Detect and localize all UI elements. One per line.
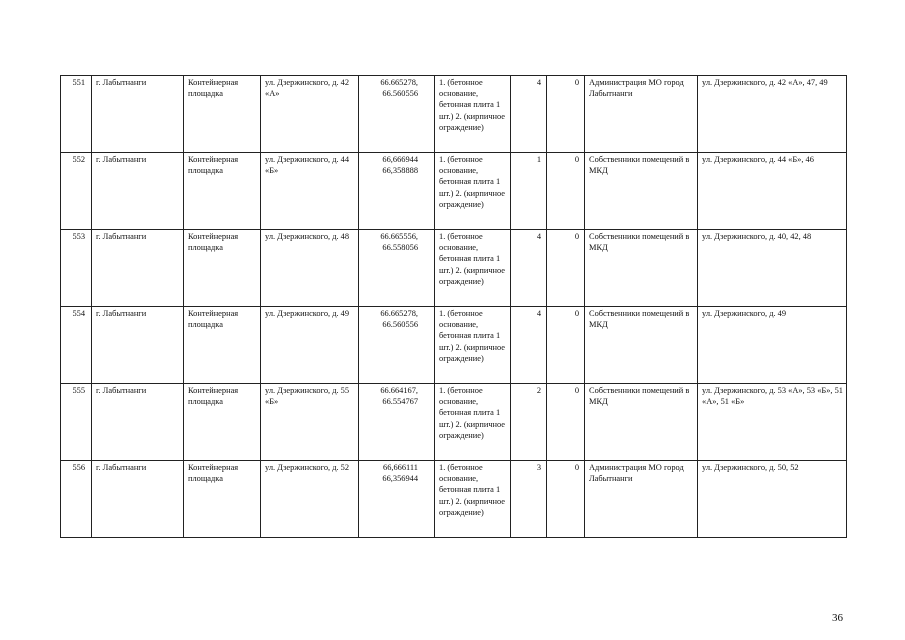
page-number: 36 bbox=[832, 612, 843, 624]
owner-cell: Администрация МО город Лабытнанги bbox=[585, 76, 698, 153]
coordinates-cell: 66.664167, 66.554767 bbox=[359, 384, 435, 461]
container-count-cell: 3 bbox=[511, 461, 547, 538]
table-row bbox=[61, 230, 847, 307]
volume-cell: 0 bbox=[547, 461, 585, 538]
address-cell: ул. Дзержинского, д. 44 «Б» bbox=[261, 153, 359, 230]
surface-cell: 1. (бетонное основание, бетонная плита 1 шт.) 2. (кирпичное ограждение) bbox=[435, 153, 511, 230]
row-number-cell: 553 bbox=[61, 230, 92, 307]
coordinates-cell: 66.665278, 66.560556 bbox=[359, 307, 435, 384]
site-type-cell: Контейнерная площадка bbox=[184, 307, 261, 384]
surface-cell: 1. (бетонное основание, бетонная плита 1 шт.) 2. (кирпичное ограждение) bbox=[435, 461, 511, 538]
surface-cell: 1. (бетонное основание, бетонная плита 1 шт.) 2. (кирпичное ограждение) bbox=[435, 307, 511, 384]
city-cell: г. Лабытнанги bbox=[92, 461, 184, 538]
volume-cell: 0 bbox=[547, 384, 585, 461]
table-row bbox=[61, 76, 847, 153]
site-type-cell: Контейнерная площадка bbox=[184, 76, 261, 153]
table-row bbox=[61, 461, 847, 538]
site-type-cell: Контейнерная площадка bbox=[184, 384, 261, 461]
coordinates-cell: 66,666111 66,356944 bbox=[359, 461, 435, 538]
owner-cell: Администрация МО город Лабытнанги bbox=[585, 461, 698, 538]
container-count-cell: 4 bbox=[511, 230, 547, 307]
registry-table bbox=[60, 75, 847, 538]
site-type-cell: Контейнерная площадка bbox=[184, 153, 261, 230]
address-cell: ул. Дзержинского, д. 42 «А» bbox=[261, 76, 359, 153]
volume-cell: 0 bbox=[547, 153, 585, 230]
coordinates-cell: 66.665556, 66.558056 bbox=[359, 230, 435, 307]
row-number-cell: 555 bbox=[61, 384, 92, 461]
volume-cell: 0 bbox=[547, 230, 585, 307]
coordinates-cell: 66.665278, 66.560556 bbox=[359, 76, 435, 153]
address-cell: ул. Дзержинского, д. 55 «Б» bbox=[261, 384, 359, 461]
coordinates-cell: 66,666944 66,358888 bbox=[359, 153, 435, 230]
sources-cell: ул. Дзержинского, д. 42 «А», 47, 49 bbox=[698, 76, 847, 153]
sources-cell: ул. Дзержинского, д. 53 «А», 53 «Б», 51 «А», 51 «Б» bbox=[698, 384, 847, 461]
owner-cell: Собственники помещений в МКД bbox=[585, 230, 698, 307]
sources-cell: ул. Дзержинского, д. 49 bbox=[698, 307, 847, 384]
city-cell: г. Лабытнанги bbox=[92, 230, 184, 307]
owner-cell: Собственники помещений в МКД bbox=[585, 153, 698, 230]
site-type-cell: Контейнерная площадка bbox=[184, 461, 261, 538]
address-cell: ул. Дзержинского, д. 49 bbox=[261, 307, 359, 384]
owner-cell: Собственники помещений в МКД bbox=[585, 307, 698, 384]
row-number-cell: 556 bbox=[61, 461, 92, 538]
container-count-cell: 4 bbox=[511, 307, 547, 384]
city-cell: г. Лабытнанги bbox=[92, 307, 184, 384]
city-cell: г. Лабытнанги bbox=[92, 384, 184, 461]
site-type-cell: Контейнерная площадка bbox=[184, 230, 261, 307]
city-cell: г. Лабытнанги bbox=[92, 76, 184, 153]
volume-cell: 0 bbox=[547, 307, 585, 384]
row-number-cell: 554 bbox=[61, 307, 92, 384]
container-count-cell: 1 bbox=[511, 153, 547, 230]
address-cell: ул. Дзержинского, д. 48 bbox=[261, 230, 359, 307]
table-row bbox=[61, 153, 847, 230]
surface-cell: 1. (бетонное основание, бетонная плита 1 шт.) 2. (кирпичное ограждение) bbox=[435, 230, 511, 307]
sources-cell: ул. Дзержинского, д. 40, 42, 48 bbox=[698, 230, 847, 307]
table-row bbox=[61, 307, 847, 384]
volume-cell: 0 bbox=[547, 76, 585, 153]
city-cell: г. Лабытнанги bbox=[92, 153, 184, 230]
owner-cell: Собственники помещений в МКД bbox=[585, 384, 698, 461]
surface-cell: 1. (бетонное основание, бетонная плита 1 шт.) 2. (кирпичное ограждение) bbox=[435, 76, 511, 153]
container-count-cell: 4 bbox=[511, 76, 547, 153]
row-number-cell: 552 bbox=[61, 153, 92, 230]
container-count-cell: 2 bbox=[511, 384, 547, 461]
sources-cell: ул. Дзержинского, д. 44 «Б», 46 bbox=[698, 153, 847, 230]
row-number-cell: 551 bbox=[61, 76, 92, 153]
sources-cell: ул. Дзержинского, д. 50, 52 bbox=[698, 461, 847, 538]
table-row bbox=[61, 384, 847, 461]
address-cell: ул. Дзержинского, д. 52 bbox=[261, 461, 359, 538]
surface-cell: 1. (бетонное основание, бетонная плита 1 шт.) 2. (кирпичное ограждение) bbox=[435, 384, 511, 461]
